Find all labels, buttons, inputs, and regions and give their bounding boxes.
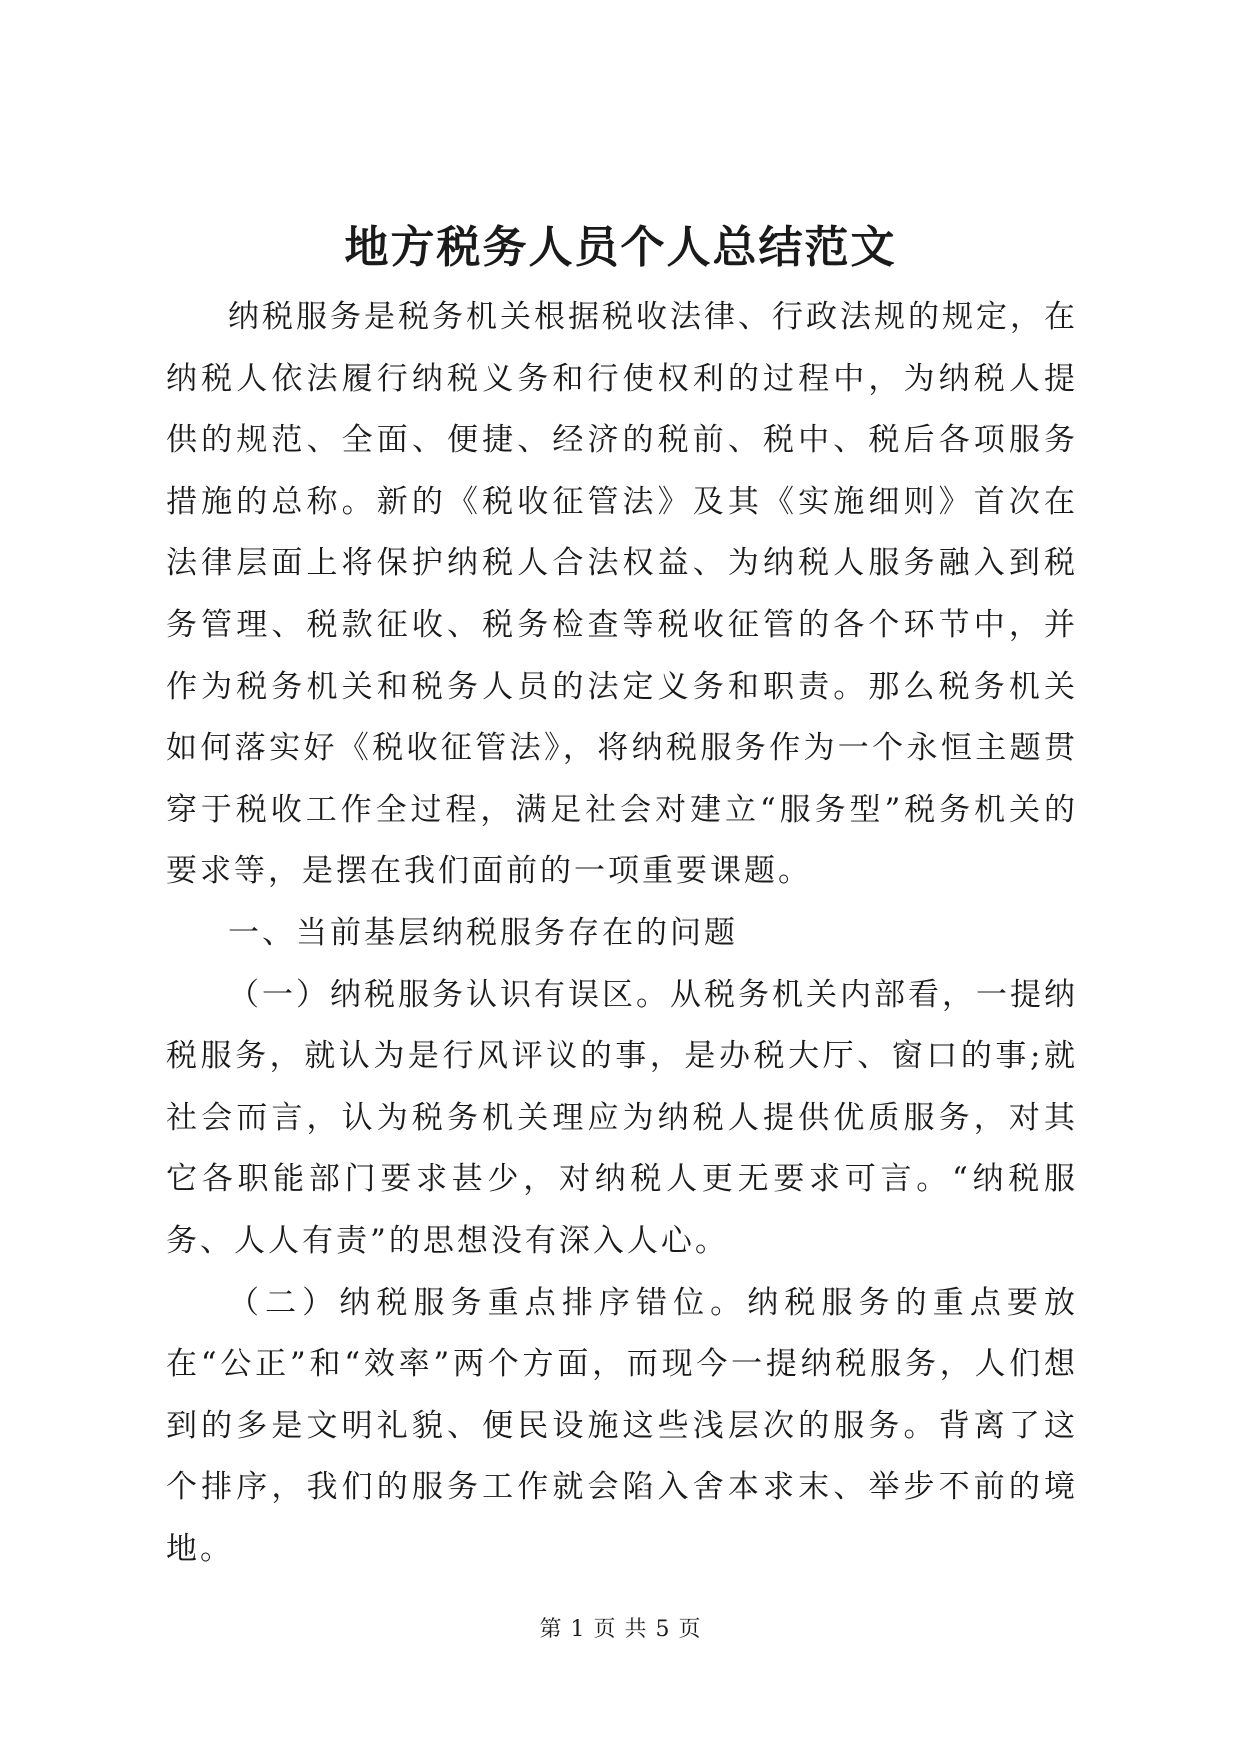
paragraph-item-2: （二）纳税服务重点排序错位。纳税服务的重点要放在“公正”和“效率”两个方面，而现今一提纳税服务，人们想到的多是文明礼貌、便民设施这些浅层次的服务。背离了这个排序，我们的服务工作就会陷入舍本求末、举步不前的境地。 xyxy=(166,1284,1078,1567)
paragraph-item-1: （一）纳税服务认识有误区。从税务机关内部看，一提纳税服务，就认为是行风评议的事，是办税大厅、窗口的事;就社会而言，认为税务机关理应为纳税人提供优质服务，对其它各职能部门要求甚少，对纳税人更无要求可言。“纳税服务、人人有责”的思想没有深入人心。 xyxy=(166,976,1078,1259)
section-heading-1: 一、当前基层纳税服务存在的问题 xyxy=(228,914,738,951)
document-title: 地方税务人员个人总结范文 xyxy=(344,222,897,273)
page-footer: 第 1 页 共 5 页 xyxy=(539,1617,702,1642)
paragraph-intro: 纳税服务是税务机关根据税收法律、行政法规的规定，在纳税人依法履行纳税义务和行使权利的过程中，为纳税人提供的规范、全面、便捷、经济的税前、税中、税后各项服务措施的总称。新的《税收征管法》及其《实施细则》首次在法律层面上将保护纳税人合法权益、为纳税人服务融入到税务管理、税款征收、税务检查等税收征管的各个环节中，并作为税务机关和税务人员的法定义务和职责。那么税务机关如何落实好《税收征管法》，将纳税服务作为一个永恒主题贯穿于税收工作全过程，满足社会对建立“服务型”税务机关的要求等，是摆在我们面前的一项重要课题。 xyxy=(166,299,1078,890)
document-body xyxy=(166,287,1078,1580)
